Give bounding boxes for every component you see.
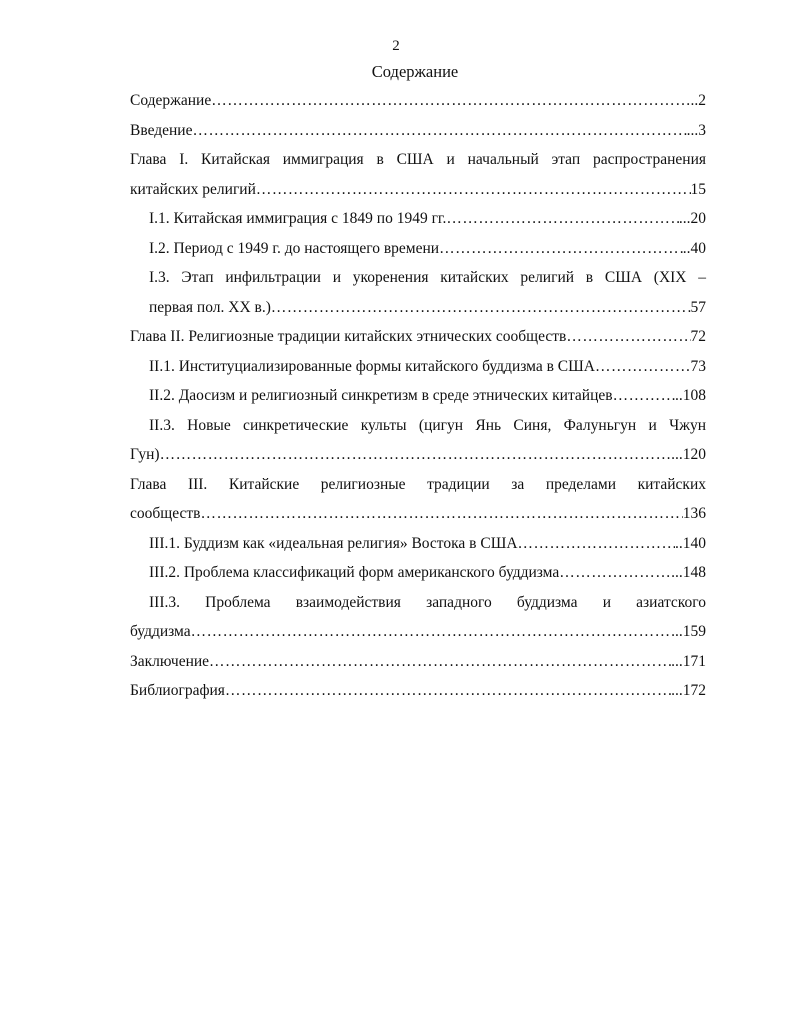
toc-entry[interactable]	[130, 647, 706, 677]
toc-page-number: ...159	[671, 623, 706, 640]
toc-page-number: ...3	[686, 121, 706, 139]
dot-leader	[446, 204, 678, 234]
dot-leader	[160, 440, 672, 470]
toc-entry[interactable]	[130, 204, 706, 234]
toc-page-number: 15	[690, 180, 706, 198]
toc-page-number: ..108	[675, 387, 706, 404]
toc-page-number: ...120	[671, 446, 706, 463]
toc-page-number: ...20	[678, 210, 706, 227]
toc-entry[interactable]	[130, 529, 706, 559]
toc-entry-label: Библиография	[130, 682, 225, 699]
toc-entry-label: II.1. Институциализированные формы китайского буддизма в США	[149, 357, 595, 375]
toc-entry-label: III.2. Проблема классификаций форм американского буддизма	[149, 564, 560, 581]
toc-entry-label: Введение	[130, 121, 193, 139]
toc-page-number: ...171	[671, 652, 706, 670]
toc-entry-text: I.3. Этап инфильтрации и укоренения китайских религий в США (XIX –	[149, 269, 706, 286]
dot-leader	[439, 234, 683, 264]
toc-entry-label: Глава II. Религиозные традиции китайских этнических сообществ	[130, 328, 567, 345]
toc-entry[interactable]	[130, 470, 706, 529]
toc-entry-label: буддизма	[130, 623, 191, 640]
toc-entry-label: II.2. Даосизм и религиозный синкретизм в среде этнических китайцев	[149, 387, 613, 404]
dot-leader	[200, 499, 682, 529]
dot-leader	[613, 381, 675, 411]
toc-entry[interactable]	[130, 558, 706, 588]
page-number: 2	[392, 38, 400, 54]
toc-page-number: 72	[690, 328, 706, 345]
toc-page-number: 73	[690, 357, 706, 375]
toc-page-number: ...172	[671, 682, 706, 699]
toc-entry[interactable]	[130, 352, 706, 382]
dot-leader	[518, 529, 675, 559]
toc-entry-label: Заключение	[130, 652, 210, 670]
toc-entry[interactable]	[130, 86, 706, 116]
toc-entry-label: I.1. Китайская иммиграция с 1849 по 1949 гг.	[149, 210, 447, 227]
toc-entry[interactable]	[130, 263, 706, 322]
toc-entry-text: II.3. Новые синкретические культы (цигун Янь Синя, Фалуньгун и Чжун	[149, 416, 706, 434]
dot-leader	[211, 86, 690, 116]
dot-leader	[256, 175, 691, 205]
dot-leader	[566, 322, 690, 352]
toc-entry[interactable]	[130, 145, 706, 204]
toc-entry-text: Глава I. Китайская иммиграция в США и начальный этап распространения	[130, 151, 706, 168]
toc-entry-label: I.2. Период с 1949 г. до настоящего времени	[149, 239, 440, 257]
toc-page-number: 136	[682, 505, 706, 522]
toc-entry[interactable]	[130, 411, 706, 470]
toc-page-number: ...148	[671, 564, 706, 581]
dot-leader	[595, 352, 691, 382]
toc-entry-label: III.1. Буддизм как «идеальная религия» Востока в США	[149, 534, 518, 552]
toc-entry-label: Содержание	[130, 92, 212, 109]
toc-page-number: ..140	[675, 534, 706, 552]
toc-entry-label: сообществ	[130, 505, 201, 522]
toc-entry[interactable]	[130, 676, 706, 706]
toc-entry-text: Глава III. Китайские религиозные традиции за пределами китайских	[130, 475, 706, 493]
toc-page-number: ..2	[690, 92, 706, 109]
toc-entry[interactable]	[130, 381, 706, 411]
toc-entry-label: китайских религий	[130, 180, 256, 198]
dot-leader	[209, 647, 671, 677]
dot-leader	[559, 558, 671, 588]
toc-entry-label: первая пол. XX в.)	[149, 298, 271, 316]
toc-entry[interactable]	[130, 234, 706, 264]
toc-page-number: ..40	[682, 239, 706, 257]
toc-title: Содержание	[371, 62, 459, 81]
toc-entry[interactable]	[130, 588, 706, 647]
toc-page-number: 57	[690, 298, 706, 316]
toc-entry-text: III.3. Проблема взаимодействия западного буддизма и азиатского	[149, 593, 706, 611]
dot-leader	[192, 116, 686, 146]
toc-entry[interactable]	[130, 116, 706, 146]
table-of-contents	[130, 86, 706, 706]
dot-leader	[191, 617, 672, 647]
toc-entry[interactable]	[130, 322, 706, 352]
dot-leader	[225, 676, 671, 706]
toc-entry-label: Гун)	[130, 446, 160, 463]
dot-leader	[271, 293, 691, 323]
